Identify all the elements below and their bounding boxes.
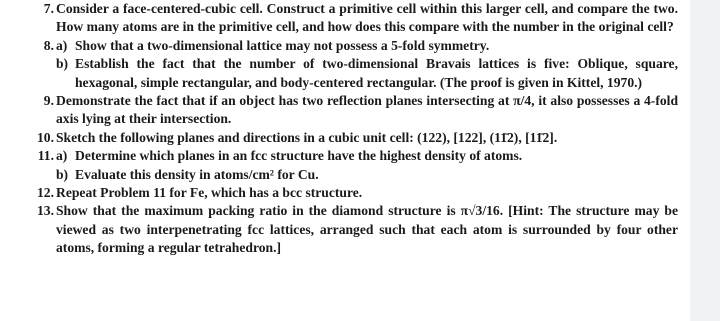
part-letter: b) <box>56 56 69 72</box>
side-panel <box>690 0 720 321</box>
problem-part-b <box>56 55 678 92</box>
problem-number: 10. <box>37 129 54 145</box>
part-text: Show that a two-dimensional lattice may not possess a 5-fold symmetry. <box>75 37 490 53</box>
part-letter: a) <box>56 148 68 164</box>
problem-9 <box>0 92 678 129</box>
problem-10 <box>0 129 678 147</box>
part-text: Establish the fact that the number of two-dimensional Bravais lattices is five: Oblique, square, hexagonal, simple rectangular, and body-centered rectangular. (The proof is given in Kittel, 1970.) <box>75 56 678 90</box>
problem-number: 8. <box>43 37 54 53</box>
problem-number: 7. <box>43 1 54 16</box>
part-text: Evaluate this density in atoms/cm² for Cu. <box>75 166 319 182</box>
problem-text: Show that the maximum packing ratio in the diamond structure is π√3/16. [Hint: The structure may be viewed as two interpenetrating fcc lattices, arranged such that each atom is surrounded by four other atoms, forming a regular tetrahedron.] <box>56 203 678 256</box>
problem-7 <box>0 0 678 37</box>
part-letter: a) <box>56 37 68 53</box>
problem-text: Repeat Problem 11 for Fe, which has a bcc structure. <box>56 185 363 201</box>
problem-text: Consider a face-centered-cubic cell. Construct a primitive cell within this larger cell, and compare the two. How many atoms are in the primitive cell, and how does this compare with the number in the original cell? <box>56 1 678 35</box>
problem-number: 9. <box>43 93 54 109</box>
problem-text: Demonstrate the fact that if an object has two reflection planes intersecting at π/4, it also possesses a 4-fold axis lying at their intersection. <box>56 93 678 127</box>
problem-11 <box>0 147 678 184</box>
problem-number: 12. <box>37 185 54 201</box>
problem-part-a <box>56 37 678 55</box>
problem-13 <box>0 202 678 257</box>
problem-part-a <box>56 147 678 165</box>
problem-8 <box>0 37 678 92</box>
problem-12 <box>0 184 678 202</box>
problem-part-b <box>56 166 678 184</box>
part-text: Determine which planes in an fcc structure have the highest density of atoms. <box>75 148 523 164</box>
problem-number: 13. <box>37 203 54 219</box>
part-letter: b) <box>56 166 69 182</box>
problem-number: 11. <box>37 148 54 164</box>
problem-text: Sketch the following planes and directions in a cubic unit cell: (122), [122], (11̄2), [11̄2]. <box>56 129 558 145</box>
